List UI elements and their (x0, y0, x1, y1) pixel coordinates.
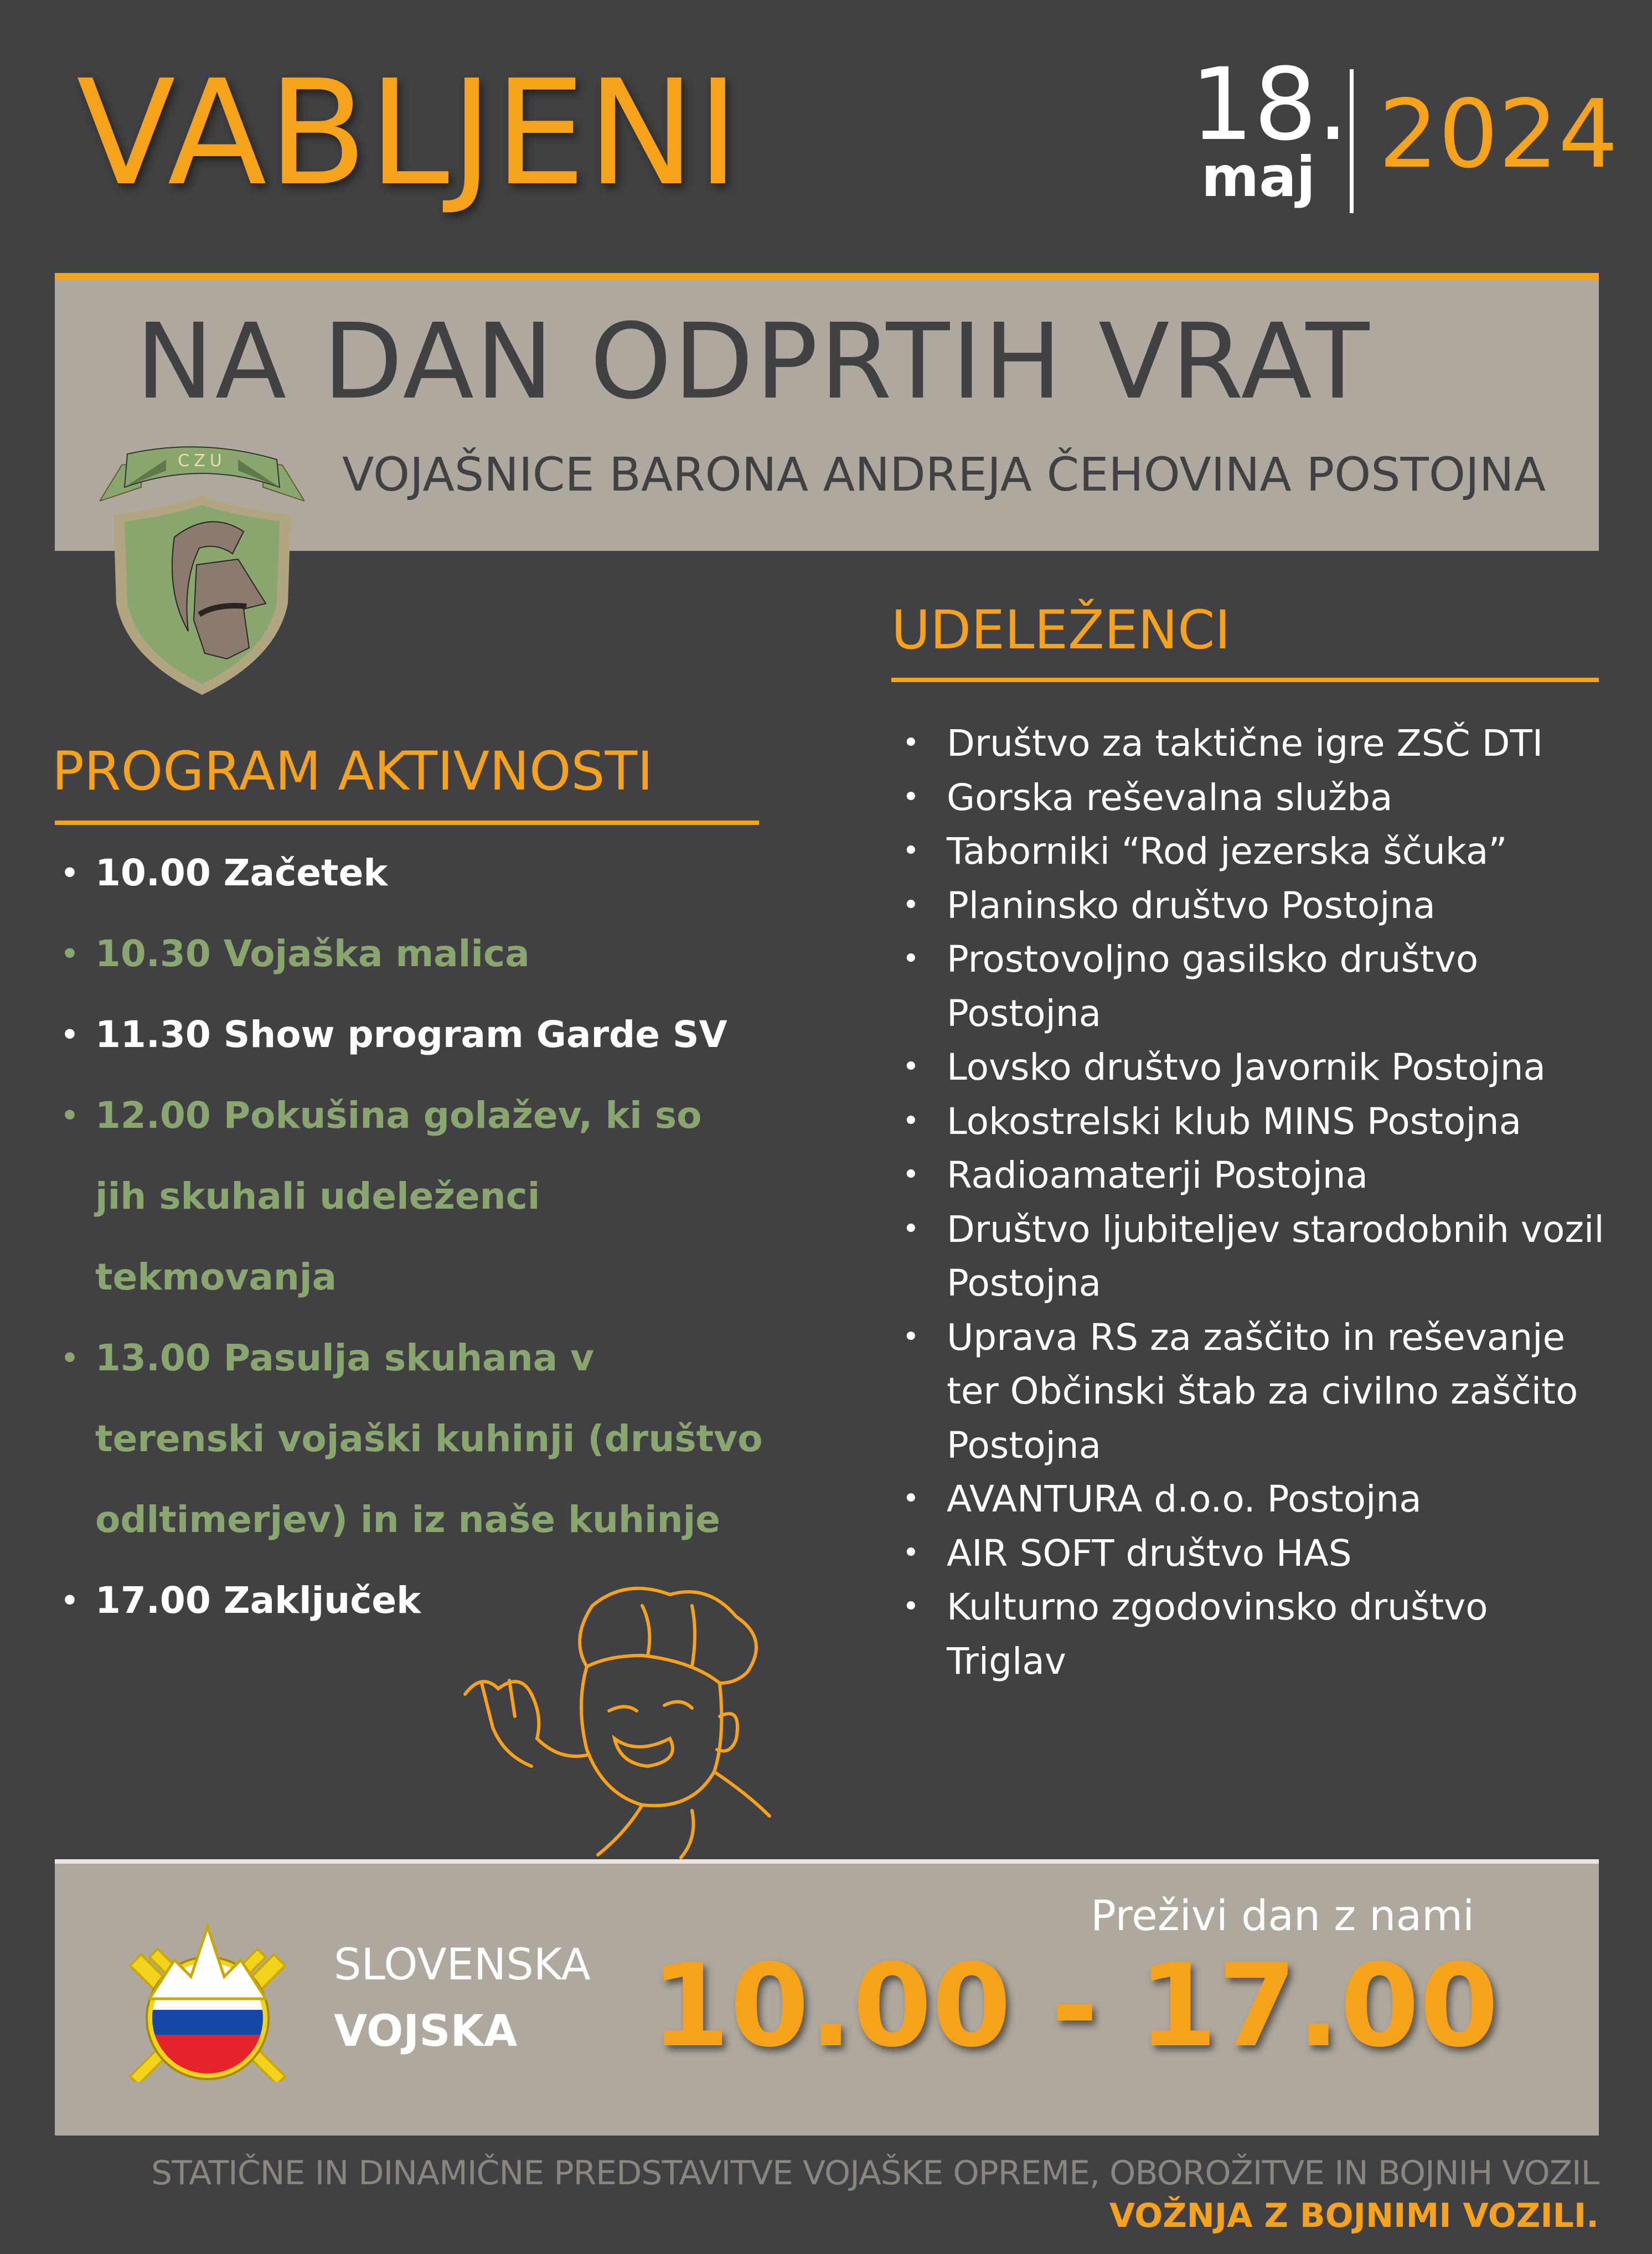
participant-item-text: Taborniki “Rod jezerska ščuka” (947, 830, 1508, 873)
svg-text:CZU: CZU (178, 451, 226, 471)
bullet-icon: • (902, 1590, 920, 1623)
event-hours: 10.00 - 17.00 (651, 1940, 1499, 2072)
participant-item-text: Gorska reševalna služba (947, 776, 1393, 819)
participant-item-text: Triglav (947, 1639, 1066, 1683)
program-item-text: terenski vojaški kuhinji (društvo (95, 1417, 763, 1460)
program-rule (55, 821, 759, 825)
participant-item-text: Lokostrelski klub MINS Postojna (947, 1100, 1522, 1143)
date-month: maj (1201, 145, 1315, 209)
date-divider (1350, 69, 1354, 213)
participant-item-text: Društvo ljubiteljev starodobnih vozil (947, 1208, 1604, 1251)
banner-headline: NA DAN ODPRTIH VRAT (136, 301, 1371, 422)
bullet-icon: • (902, 942, 920, 976)
participant-item (902, 716, 1604, 771)
participant-item (902, 771, 1604, 825)
bullet-icon: • (902, 780, 920, 814)
participant-item (902, 1311, 1604, 1473)
participant-item (902, 1472, 1604, 1526)
participant-item-text: Uprava RS za zaščito in reševanje (947, 1316, 1566, 1359)
bullet-icon: • (61, 1585, 79, 1617)
program-item (61, 994, 763, 1075)
participant-item (902, 1203, 1604, 1311)
program-item-text: 17.00 Zaključek (95, 1579, 421, 1622)
participant-item-text: Kulturno zgodovinsko društvo (947, 1586, 1488, 1628)
participant-item (902, 879, 1604, 933)
date-day: 18. (1190, 47, 1349, 163)
bullet-icon: • (61, 1019, 79, 1051)
participant-item (902, 1040, 1604, 1095)
participant-item-text: Društvo za taktične igre ZSČ DTI (947, 722, 1543, 765)
bullet-icon: • (61, 857, 79, 889)
program-item (61, 914, 763, 994)
program-item (61, 833, 763, 914)
bullet-icon: • (61, 1100, 79, 1132)
participant-item-text: AIR SOFT društvo HAS (947, 1531, 1352, 1575)
bullet-icon: • (902, 1212, 920, 1246)
program-item-text: 10.30 Vojaška malica (95, 932, 530, 975)
bullet-icon: • (902, 888, 920, 922)
participant-item (902, 1580, 1604, 1688)
participant-item-text: AVANTURA d.o.o. Postojna (947, 1478, 1422, 1520)
participant-item (902, 1526, 1604, 1581)
chef-illustration (460, 1572, 786, 1860)
bullet-icon: • (902, 1482, 920, 1515)
participant-item-text: Postojna (947, 1423, 1102, 1467)
program-item (61, 1318, 763, 1560)
footer-line1: STATIČNE IN DINAMIČNE PREDSTAVITVE VOJAŠKE OPREME, OBOROŽITVE IN BOJNIH VOZIL (151, 2154, 1599, 2193)
date-year: 2024 (1379, 80, 1618, 189)
bullet-icon: • (902, 1104, 920, 1138)
program-item-text: odltimerjev) in iz naše kuhinje (95, 1498, 721, 1541)
bullet-icon: • (902, 1320, 920, 1354)
participants-rule (891, 678, 1599, 682)
participant-item-text: ter Občinski štab za civilno zaščito (947, 1370, 1578, 1412)
program-item-text: 12.00 Pokušina golažev, ki so (95, 1094, 702, 1137)
bullet-icon: • (61, 1342, 79, 1374)
program-item-text: 10.00 Začetek (95, 852, 388, 894)
participant-item-text: Radioamaterji Postojna (947, 1154, 1368, 1196)
bullet-icon: • (902, 1158, 920, 1192)
participant-item-text: Planinsko društvo Postojna (947, 884, 1436, 927)
bullet-icon: • (61, 938, 79, 970)
bullet-icon: • (902, 834, 920, 868)
participant-item-text: Prostovoljno gasilsko društvo (947, 938, 1479, 981)
org-name-line2: VOJSKA (334, 2007, 518, 2056)
program-item-text: 11.30 Show program Garde SV (95, 1013, 727, 1056)
banner-location: VOJAŠNICE BARONA ANDREJA ČEHOVINA POSTOJNA (342, 447, 1546, 502)
org-name-line1: SLOVENSKA (334, 1940, 591, 1990)
slovenian-army-emblem (119, 1916, 296, 2082)
participant-item-text: Lovsko društvo Javornik Postojna (947, 1046, 1546, 1089)
bullet-icon: • (902, 726, 920, 760)
program-item (61, 1075, 763, 1318)
program-item-text: 13.00 Pasulja skuhana v (95, 1337, 595, 1379)
bullet-icon: • (902, 1050, 920, 1084)
program-heading: PROGRAM AKTIVNOSTI (52, 740, 653, 802)
participant-item (902, 932, 1604, 1040)
participant-item (902, 824, 1604, 879)
participant-item-text: Postojna (947, 992, 1102, 1035)
main-title: VABLJENI (76, 49, 741, 218)
czu-crest-logo (100, 437, 304, 698)
tagline: Preživi dan z nami (1091, 1891, 1475, 1940)
bullet-icon: • (902, 1536, 920, 1570)
footer-line2: VOŽNJA Z BOJNIMI VOZILI. (1109, 2196, 1599, 2235)
program-item-text: tekmovanja (95, 1256, 337, 1298)
participants-list (902, 716, 1604, 1688)
program-list (61, 833, 763, 1641)
participants-heading: UDELEŽENCI (891, 599, 1231, 661)
participant-item (902, 1148, 1604, 1203)
program-item-text: jih skuhali udeleženci (95, 1175, 540, 1218)
participant-item (902, 1095, 1604, 1149)
participant-item-text: Postojna (947, 1262, 1102, 1304)
